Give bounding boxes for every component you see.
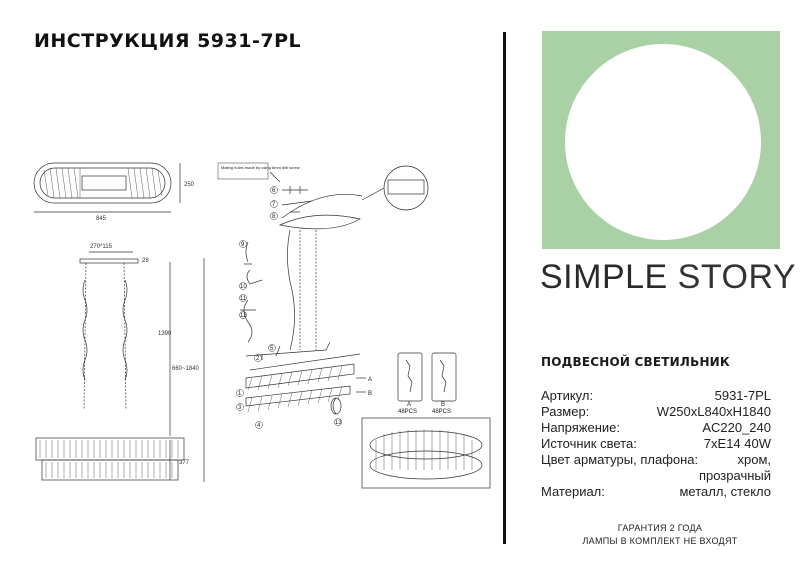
spec-label: Размер: bbox=[541, 404, 590, 419]
spec-row-light-source bbox=[541, 436, 771, 452]
moon-circle bbox=[565, 44, 761, 240]
spec-value: металл, стекло bbox=[679, 484, 771, 499]
spec-value: W250xL840xH1840 bbox=[656, 404, 771, 419]
step-6: 6 bbox=[272, 188, 276, 194]
step-8: 8 bbox=[272, 214, 276, 220]
step-1: 1 bbox=[238, 391, 242, 397]
top-view bbox=[34, 163, 180, 212]
spec-list bbox=[541, 388, 771, 500]
step-12: 12 bbox=[240, 313, 247, 319]
spec-row-material bbox=[541, 484, 771, 500]
step-11: 11 bbox=[240, 296, 247, 302]
step-2: 2 bbox=[256, 356, 260, 362]
crystal-b-count: 48PCS bbox=[432, 409, 452, 415]
step-4: 4 bbox=[257, 423, 261, 429]
dim-overall: 660~1840 bbox=[172, 366, 199, 372]
dim-canopy: 270*115 bbox=[90, 244, 112, 250]
crystal-b-letter: B bbox=[441, 402, 446, 408]
side-label-a: A bbox=[368, 377, 373, 383]
step-10: 10 bbox=[240, 284, 247, 290]
side-label-b: B bbox=[368, 391, 373, 397]
spec-label: Цвет арматуры, плафона: bbox=[541, 452, 699, 467]
spec-label: Материал: bbox=[541, 484, 605, 499]
crystal-a-letter: A bbox=[407, 402, 412, 408]
crystal-a-count: 48PCS bbox=[398, 409, 418, 415]
drill-note: Mating holes made by using 6mm drill screw bbox=[221, 165, 300, 170]
spec-row-size bbox=[541, 404, 771, 420]
dim-canopy-height: 28 bbox=[142, 258, 149, 264]
brand-name bbox=[540, 258, 796, 297]
spec-row-article bbox=[541, 388, 771, 404]
spec-label: Артикул: bbox=[541, 388, 594, 403]
spec-value-continuation: прозрачный bbox=[698, 468, 771, 483]
product-type: ПОДВЕСНОЙ СВЕТИЛЬНИК bbox=[541, 355, 730, 369]
step-5: 5 bbox=[270, 346, 274, 352]
vertical-divider bbox=[503, 32, 506, 544]
brand-word-simple: SIMPLE bbox=[540, 258, 668, 296]
spec-row-color bbox=[541, 452, 771, 468]
dim-chain: 1390 bbox=[158, 331, 172, 337]
step-9: 9 bbox=[241, 242, 245, 248]
spec-value: 5931-7PL bbox=[714, 388, 771, 403]
dim-top-length: 845 bbox=[96, 216, 107, 222]
spec-row-voltage bbox=[541, 420, 771, 436]
spec-label: Источник света: bbox=[541, 436, 637, 451]
step-13: 13 bbox=[335, 420, 342, 426]
dim-shade-height: 377 bbox=[179, 460, 190, 466]
dim-top-depth: 250 bbox=[184, 182, 195, 188]
spec-value: AC220_240 bbox=[702, 420, 771, 435]
brand-image bbox=[542, 31, 780, 249]
warranty-note: ГАРАНТИЯ 2 ГОДА bbox=[617, 523, 703, 533]
step-7: 7 bbox=[272, 202, 276, 208]
spec-label: Напряжение: bbox=[541, 420, 620, 435]
lamps-note: ЛАМПЫ В КОМПЛЕКТ НЕ ВХОДЯТ bbox=[582, 536, 738, 546]
brand-word-story: STORY bbox=[677, 258, 797, 296]
spec-value: 7xE14 40W bbox=[703, 436, 771, 451]
spec-value: хром, bbox=[737, 452, 771, 467]
exploded-view bbox=[218, 163, 490, 488]
instruction-title: ИНСТРУКЦИЯ 5931-7PL bbox=[34, 30, 302, 52]
step-3: 3 bbox=[238, 405, 242, 411]
step-numbers bbox=[237, 187, 342, 429]
